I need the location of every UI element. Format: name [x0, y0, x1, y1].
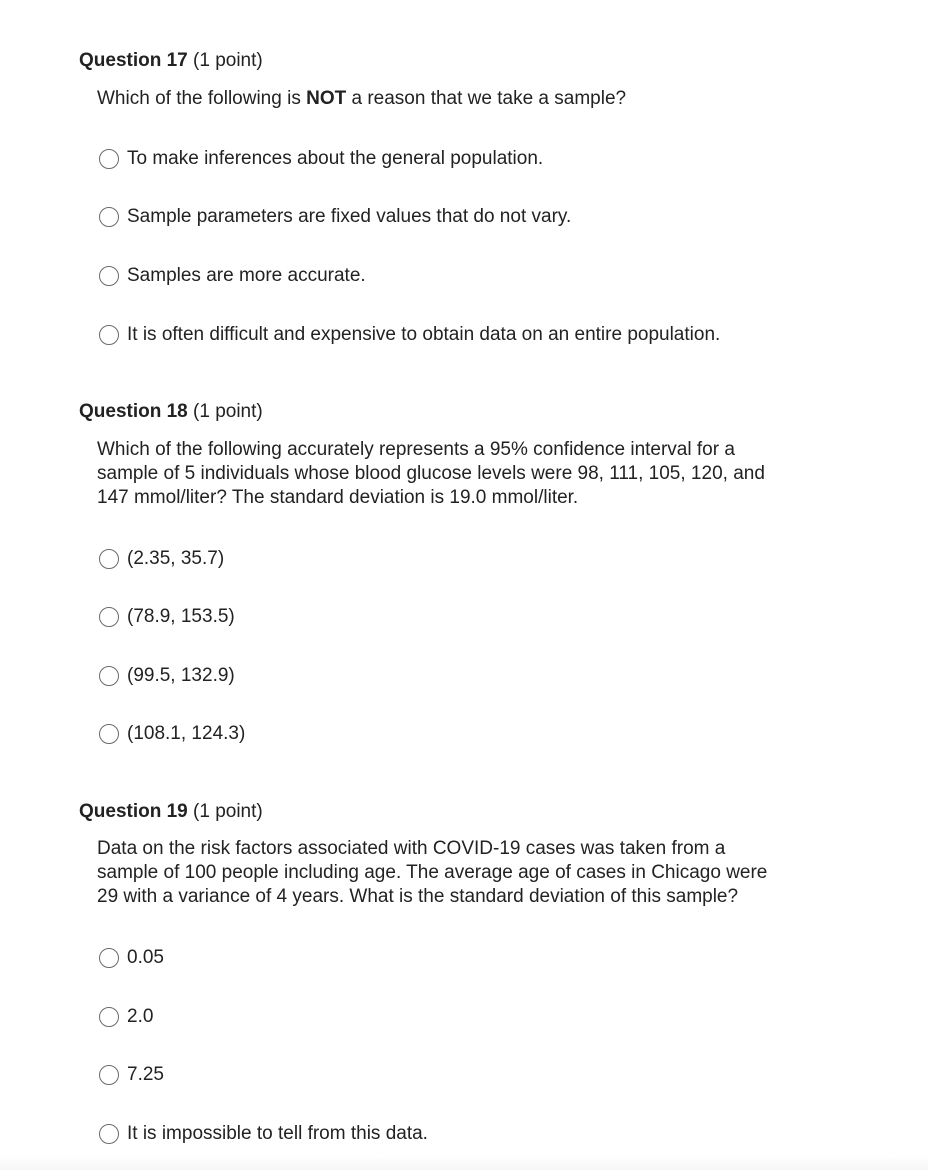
question-19-text — [97, 837, 837, 909]
option-label: 2.0 — [127, 1006, 154, 1027]
question-18-text — [97, 438, 837, 510]
question-19-text-line-2: sample of 100 people including age. The average age of cases in Chicago were — [97, 862, 768, 883]
question-19-text-line-1: Data on the risk factors associated with COVID-19 cases was taken from a — [97, 838, 726, 859]
question-17-points: (1 point) — [193, 50, 263, 71]
question-19-number: Question 19 — [79, 801, 188, 822]
question-18-text-line-3: 147 mmol/liter? The standard deviation is 19.0 mmol/liter. — [97, 487, 579, 508]
question-17-number: Question 17 — [79, 50, 188, 71]
question-17-text-pre: Which of the following is — [97, 88, 307, 109]
option-label: (108.1, 124.3) — [127, 723, 246, 744]
question-17-option-4[interactable] — [99, 322, 720, 348]
question-17-text-bold: NOT — [306, 88, 347, 109]
radio-button[interactable] — [99, 325, 119, 345]
question-19-option-3[interactable] — [99, 1062, 164, 1088]
question-19-option-4[interactable] — [99, 1121, 428, 1147]
option-label: (99.5, 132.9) — [127, 665, 235, 686]
question-19-points: (1 point) — [193, 801, 263, 822]
option-label: Samples are more accurate. — [127, 265, 366, 286]
question-18-text-line-1: Which of the following accurately represents a 95% confidence interval for a — [97, 439, 735, 460]
radio-button[interactable] — [99, 666, 119, 686]
question-17-title — [79, 49, 263, 73]
question-18-option-1[interactable] — [99, 546, 224, 572]
question-17-text-post: a reason that we take a sample? — [346, 88, 627, 109]
radio-button[interactable] — [99, 948, 119, 968]
question-18-option-2[interactable] — [99, 604, 235, 630]
question-17-option-3[interactable] — [99, 263, 366, 289]
question-18-number: Question 18 — [79, 401, 188, 422]
question-17-text — [97, 87, 837, 111]
radio-button[interactable] — [99, 724, 119, 744]
radio-button[interactable] — [99, 1007, 119, 1027]
question-18-option-3[interactable] — [99, 663, 235, 689]
radio-button[interactable] — [99, 1065, 119, 1085]
option-label: 7.25 — [127, 1064, 164, 1085]
radio-button[interactable] — [99, 549, 119, 569]
question-19-title — [79, 800, 263, 824]
option-label: (2.35, 35.7) — [127, 548, 225, 569]
option-label: It is often difficult and expensive to obtain data on an entire population. — [127, 324, 721, 345]
question-17-option-2[interactable] — [99, 204, 571, 230]
option-label: 0.05 — [127, 947, 164, 968]
question-18-points: (1 point) — [193, 401, 263, 422]
option-label: To make inferences about the general population. — [127, 148, 544, 169]
radio-button[interactable] — [99, 149, 119, 169]
option-label: (78.9, 153.5) — [127, 606, 235, 627]
radio-button[interactable] — [99, 266, 119, 286]
question-17-option-1[interactable] — [99, 146, 543, 172]
option-label: It is impossible to tell from this data. — [127, 1123, 428, 1144]
question-19-text-line-3: 29 with a variance of 4 years. What is the standard deviation of this sample? — [97, 886, 739, 907]
page-bottom-edge — [0, 1156, 928, 1170]
radio-button[interactable] — [99, 607, 119, 627]
question-18-text-line-2: sample of 5 individuals whose blood glucose levels were 98, 111, 105, 120, and — [97, 463, 765, 484]
question-18-title — [79, 400, 263, 424]
question-19-option-2[interactable] — [99, 1004, 153, 1030]
question-19-option-1[interactable] — [99, 945, 164, 971]
question-18-option-4[interactable] — [99, 721, 245, 747]
radio-button[interactable] — [99, 207, 119, 227]
option-label: Sample parameters are fixed values that do not vary. — [127, 206, 572, 227]
radio-button[interactable] — [99, 1124, 119, 1144]
